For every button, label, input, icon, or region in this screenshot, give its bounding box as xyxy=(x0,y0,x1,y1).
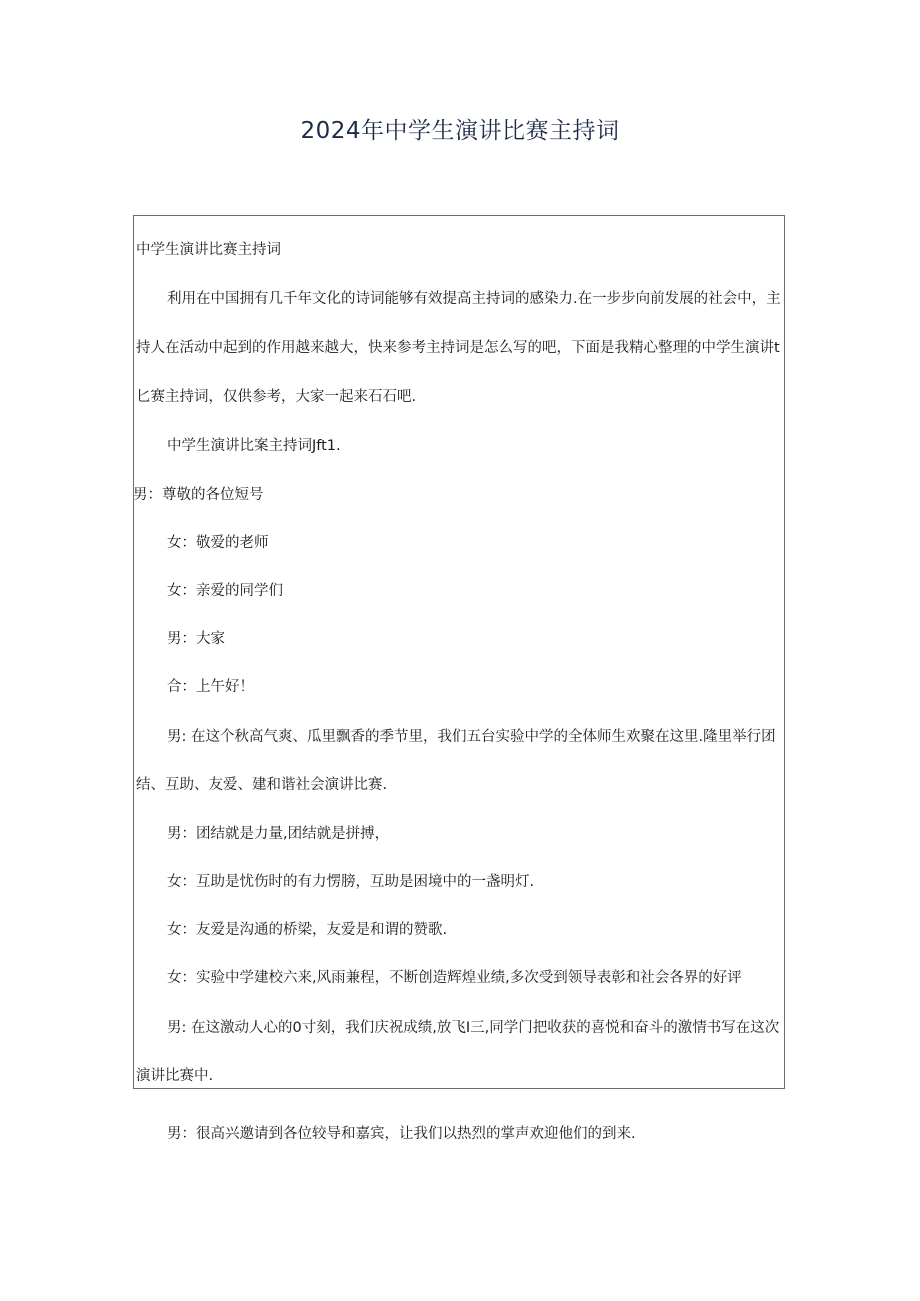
text-line: 男：大家 xyxy=(167,631,225,647)
text-line: 利用在中国拥有几千年文化的诗词能够有效提高主持词的感染力.在一步步向前发展的社会中，主 xyxy=(167,291,781,307)
text-line: 中学生演讲比案主持词Jft1. xyxy=(167,438,341,454)
text-line: 女：亲爱的同学们 xyxy=(167,583,283,599)
document-title: 2024年中学生演讲比赛主持词 xyxy=(300,118,620,144)
text-line: 男: 在这个秋高气爽、瓜里飘香的季节里，我们五台实验中学的全体师生欢聚在这里.隆里举行团 xyxy=(167,729,776,745)
text-line: 女：实验中学建校六来,风雨兼程，不断创造辉煌业绩,多次受到领导表彰和社会各界的好评 xyxy=(167,970,742,986)
text-line: 男: 在这激动人心的0寸刻，我们庆祝成绩,放飞I三,同学门把收获的喜悦和奋斗的激情书写在这次 xyxy=(167,1020,780,1036)
text-line: 结、互助、友爱、建和谐社会演讲比赛. xyxy=(136,777,388,793)
text-line: 合：上午好！ xyxy=(167,679,254,695)
text-line: 中学生演讲比赛主持词 xyxy=(136,242,281,258)
text-line: 男：尊敬的各位短号 xyxy=(133,487,264,503)
text-line: 匕赛主持词，仅供参考，大家一起来石石吧. xyxy=(136,389,417,405)
text-line: 演讲比赛中. xyxy=(136,1068,214,1084)
text-line: 女：敬爱的老师 xyxy=(167,535,269,551)
text-line: 女：友爱是沟通的桥梁，友爱是和谓的赞歌. xyxy=(167,922,448,938)
text-line: 女：互助是忧伤时的有力愣膀，互助是困境中的一盏明灯. xyxy=(167,874,535,890)
text-line: 男：很高兴邀请到各位较导和嘉宾，让我们以热烈的掌声欢迎他们的到来. xyxy=(167,1126,636,1142)
text-line: 持人在活动中起到的作用越来越大，快来参考主持词是怎么写的吧，下面是我精心整理的中学生演讲t xyxy=(136,340,780,356)
text-line: 男：团结就是力量,团结就是拼搏， xyxy=(167,826,390,842)
